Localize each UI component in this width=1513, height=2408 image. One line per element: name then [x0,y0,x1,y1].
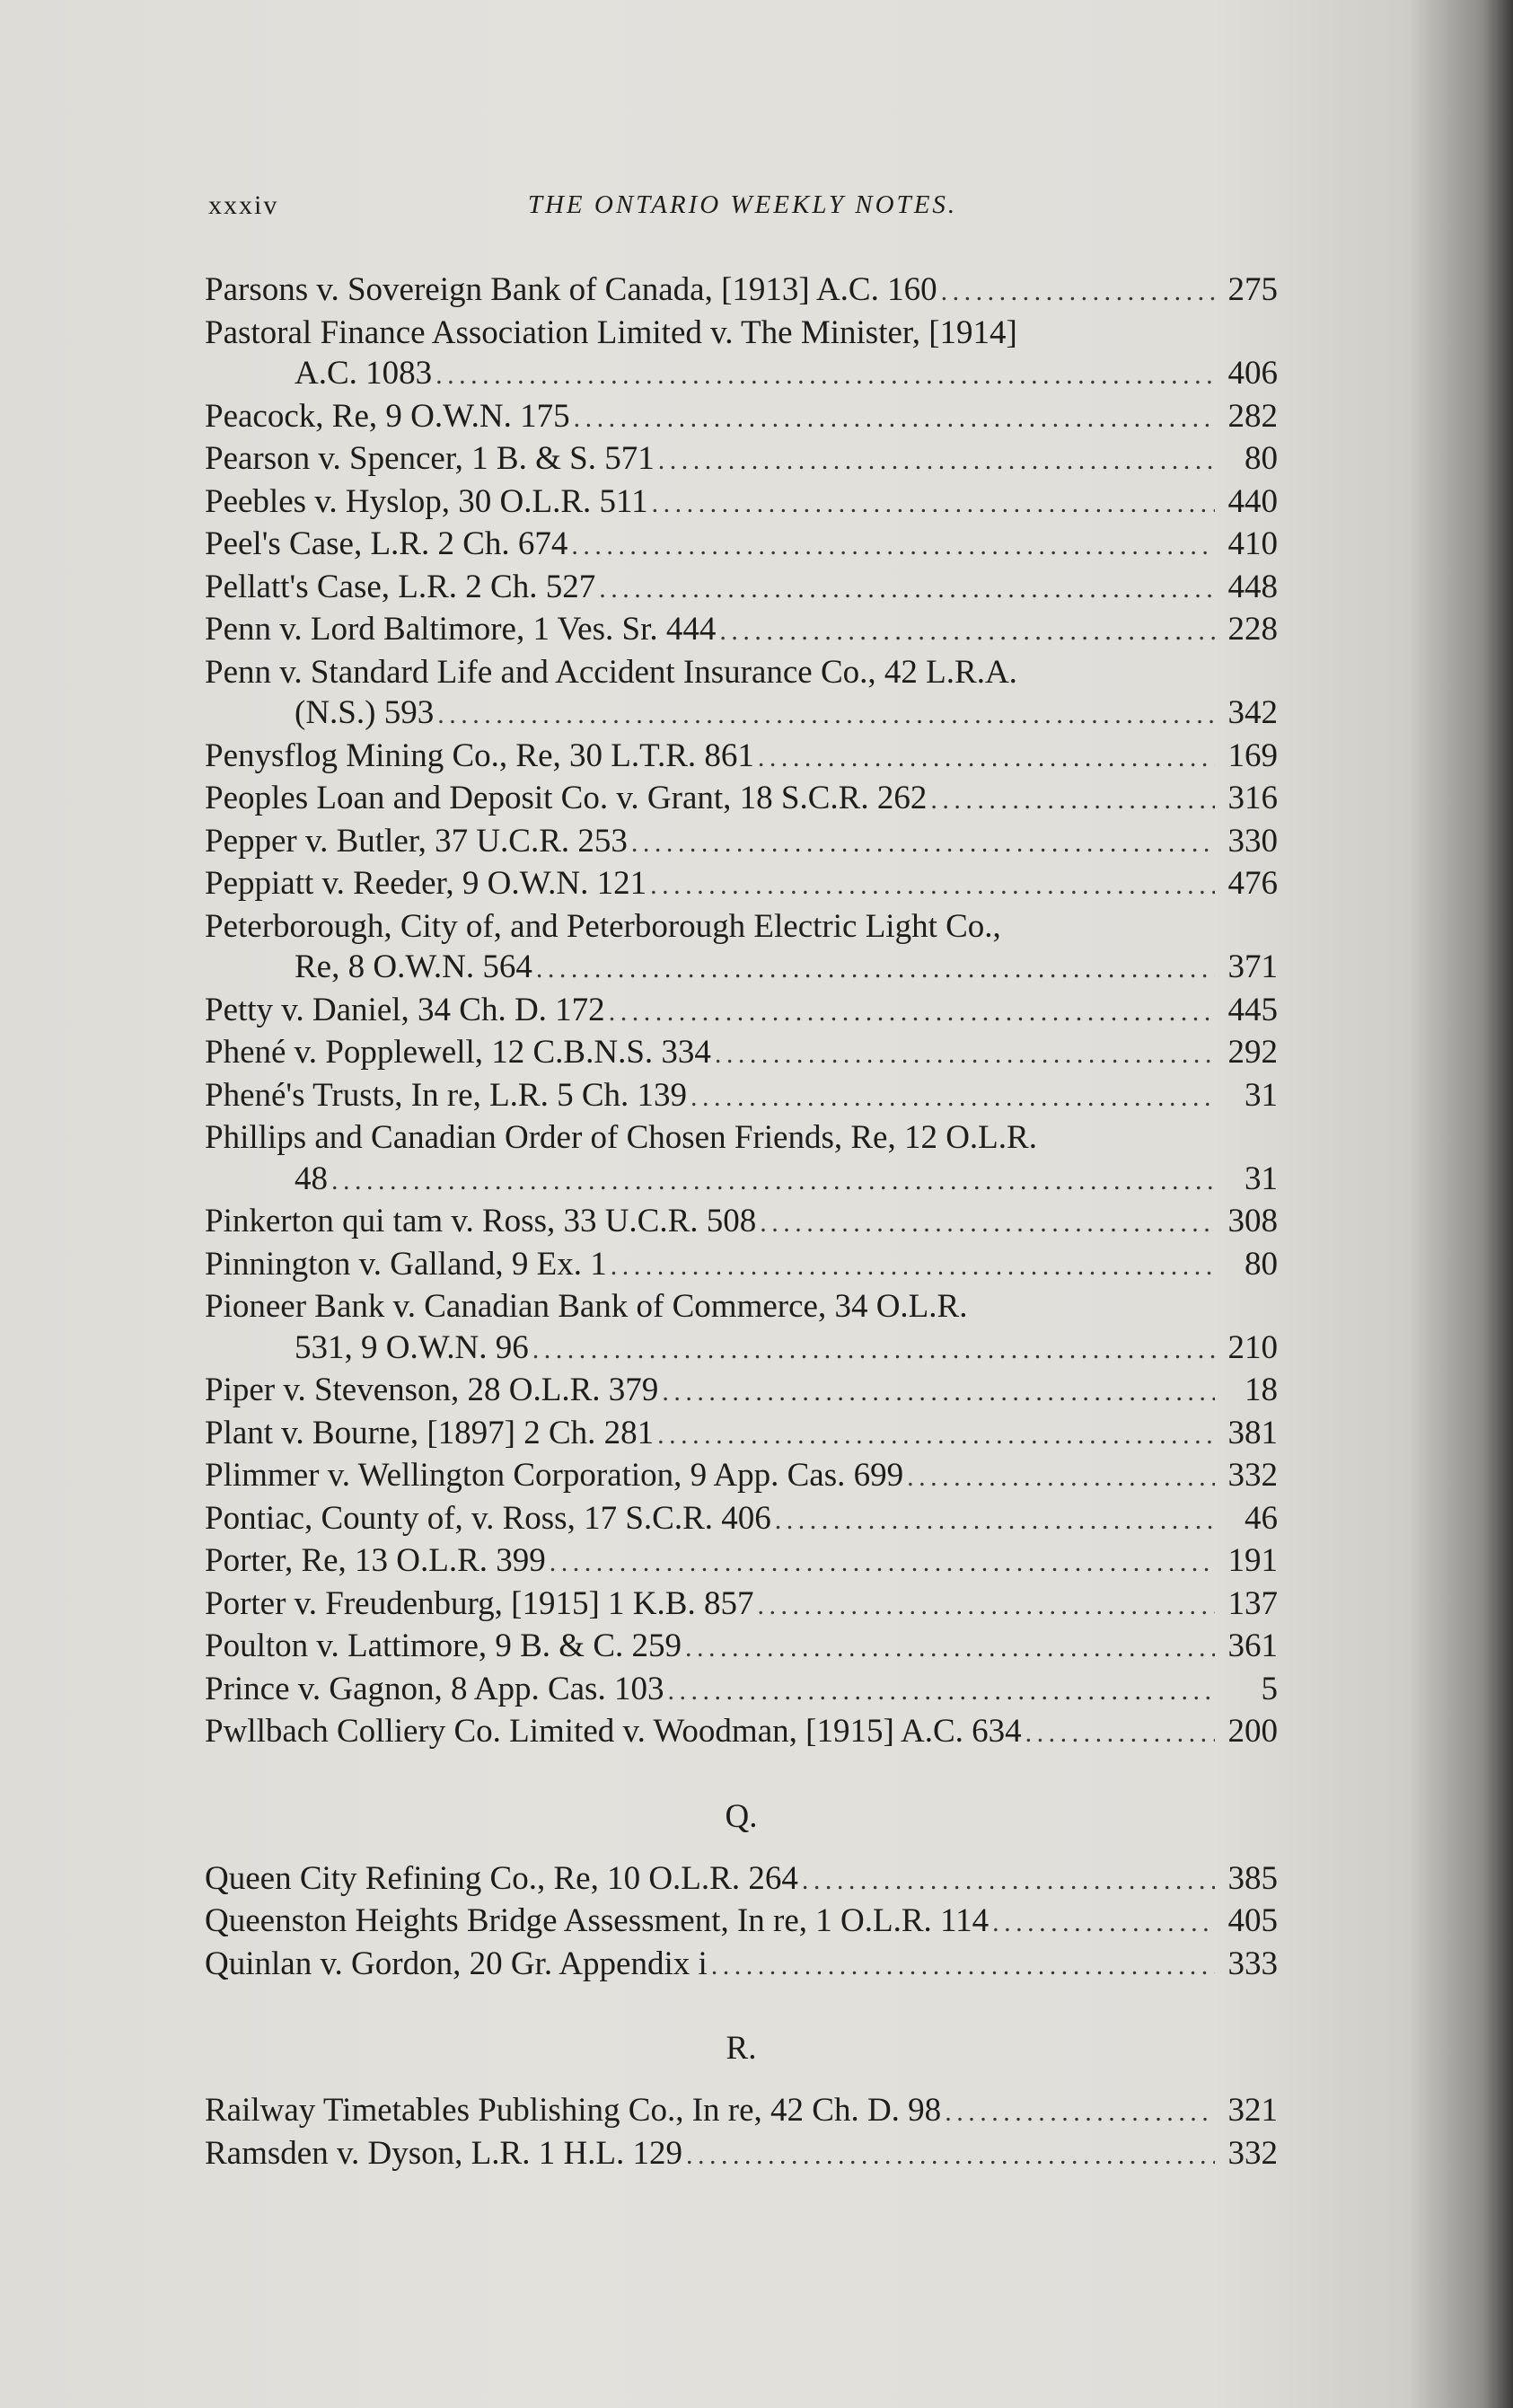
index-entry [205,1455,1278,1498]
entry-line [205,1858,1278,1901]
case-citation: 531, 9 O.W.N. 96 [295,1328,529,1366]
entry-line [205,863,1278,906]
index-entry [205,609,1278,652]
dot-leader [652,483,1215,525]
index-entry [205,1201,1278,1244]
page-number: 31 [1245,1160,1278,1197]
case-citation: Petty v. Daniel, 34 Ch. D. 172 [205,991,605,1028]
dot-leader [611,1246,1215,1287]
entry-line [205,1583,1278,1627]
index-entry [205,1711,1278,1754]
entry-line [205,1711,1278,1754]
entry-line [205,652,1278,693]
dot-leader [550,1542,1215,1583]
dot-leader [992,1902,1215,1944]
page-number: 361 [1227,1627,1278,1664]
index-entry [205,2133,1278,2176]
case-citation: Porter, Re, 13 O.L.R. 399 [205,1542,546,1579]
entry-line [205,1201,1278,1244]
page-number: 210 [1227,1328,1278,1366]
dot-leader [599,569,1215,610]
index-entry [205,481,1278,525]
dot-leader [1025,1713,1215,1754]
index-entry [205,438,1278,481]
page-number: 275 [1227,271,1278,308]
entry-line [205,1327,1278,1371]
page-number: 200 [1227,1713,1278,1750]
entry-line [205,1540,1278,1583]
entry-line [205,778,1278,821]
entry-line [205,1286,1278,1327]
entry-line [205,481,1278,525]
dot-leader [650,865,1215,906]
index-entry [205,1286,1278,1370]
case-citation: Penn v. Standard Life and Accident Insurance Co., 42 L.R.A. [205,653,1017,691]
index-entry [205,1498,1278,1541]
index-entry [205,1117,1278,1201]
table-of-cases [205,269,1278,2175]
page-number: 476 [1227,865,1278,902]
case-citation: Peacock, Re, 9 O.W.N. 175 [205,397,570,435]
dot-leader [685,1627,1215,1669]
index-entry [205,821,1278,864]
dot-leader [657,1415,1215,1456]
page-number: 448 [1227,568,1278,605]
page-number: 330 [1227,822,1278,860]
dot-leader [802,1860,1215,1901]
case-citation: Peoples Loan and Deposit Co. v. Grant, 18 S.C.R. 262 [205,780,928,816]
case-citation: Pinnington v. Galland, 9 Ex. 1 [205,1245,607,1283]
entry-line [205,2133,1278,2176]
page-number: 228 [1227,611,1278,648]
dot-leader [775,1500,1215,1541]
page-number: 406 [1227,355,1278,392]
entry-line [205,990,1278,1033]
case-citation: Parsons v. Sovereign Bank of Canada, [1913] A.C. 160 [205,271,937,308]
case-citation: Pepper v. Butler, 37 U.C.R. 253 [205,822,628,860]
dot-leader [686,2135,1215,2176]
page-number: 405 [1227,1902,1278,1939]
section-heading: Q. [725,1797,758,1835]
case-citation: Quinlan v. Gordon, 20 Gr. Appendix i [205,1945,708,1982]
case-citation: A.C. 1083 [295,355,433,392]
dot-leader [609,992,1215,1033]
case-citation: Pastoral Finance Association Limited v. The Minister, [1914] [205,313,1017,351]
entry-line [205,1032,1278,1075]
dot-leader [930,780,1215,821]
index-entry [205,1583,1278,1627]
page-number: 445 [1227,991,1278,1028]
case-citation: Piper v. Stevenson, 28 O.L.R. 379 [205,1372,659,1408]
entry-line [205,1117,1278,1159]
case-citation: Plimmer v. Wellington Corporation, 9 App. Cas. 699 [205,1457,904,1494]
case-citation: Phené v. Popplewell, 12 C.B.N.S. 334 [205,1034,711,1071]
dot-leader [536,948,1215,990]
entry-line [205,269,1278,313]
entry-line [205,692,1278,736]
index-entry [205,1032,1278,1075]
page-number: 371 [1227,948,1278,985]
page-number: 385 [1227,1859,1278,1897]
case-citation: Pellatt's Case, L.R. 2 Ch. 527 [205,568,596,605]
dot-leader [532,1329,1215,1371]
dot-leader [758,737,1215,779]
page-number: 137 [1227,1584,1278,1622]
dot-leader [631,823,1215,864]
index-entry [205,1370,1278,1413]
page-number: 5 [1261,1670,1278,1707]
index-entry [205,1944,1278,1987]
entry-line [205,1626,1278,1669]
index-entry [205,1540,1278,1583]
case-citation: Queen City Refining Co., Re, 10 O.L.R. 264 [205,1859,798,1897]
entry-line [205,906,1278,948]
entry-line [205,1370,1278,1413]
case-citation: Prince v. Gagnon, 8 App. Cas. 103 [205,1670,664,1707]
dot-leader [941,271,1215,313]
case-citation: 48 [295,1160,328,1197]
index-entry [205,1858,1278,1901]
case-citation: Pontiac, County of, v. Ross, 17 S.C.R. 406 [205,1499,771,1537]
case-citation: Pinkerton qui tam v. Ross, 33 U.C.R. 508 [205,1203,757,1239]
entry-line [205,567,1278,610]
page-number: 381 [1227,1414,1278,1451]
entry-line [205,821,1278,864]
entry-line [205,353,1278,396]
case-citation: Pwllbach Colliery Co. Limited v. Woodman, [1915] A.C. 634 [205,1713,1022,1750]
dot-leader [691,1077,1215,1118]
entry-line [205,1159,1278,1202]
entry-line [205,1455,1278,1498]
index-entry [205,524,1278,567]
case-citation: Phillips and Canadian Order of Chosen Friends, Re, 12 O.L.R. [205,1119,1037,1156]
case-citation: Peel's Case, L.R. 2 Ch. 674 [205,525,568,562]
entry-line [205,1901,1278,1944]
page-number: 191 [1227,1542,1278,1579]
dot-leader [667,1671,1215,1712]
section-heading: R. [726,2030,757,2067]
page-number: 332 [1227,2134,1278,2172]
page-number: 46 [1245,1499,1278,1537]
case-citation: Ramsden v. Dyson, L.R. 1 H.L. 129 [205,2134,683,2172]
entry-line [205,736,1278,779]
index-entry [205,1244,1278,1287]
page-number: 31 [1245,1076,1278,1114]
dot-leader [331,1160,1215,1202]
page-folio: xxxiv [208,190,279,220]
case-citation: Queenston Heights Bridge Assessment, In re, 1 O.L.R. 114 [205,1902,990,1939]
page-number: 308 [1227,1203,1278,1239]
case-citation: Railway Timetables Publishing Co., In re, 42 Ch. D. 98 [205,2092,942,2129]
index-entry [205,652,1278,736]
entry-line [205,524,1278,567]
page-number: 332 [1227,1457,1278,1494]
index-entry [205,2090,1278,2133]
case-citation: Peebles v. Hyslop, 30 O.L.R. 511 [205,482,648,520]
case-citation: Peterborough, City of, and Peterborough Electric Light Co., [205,907,1001,945]
entry-line [205,1075,1278,1118]
dot-leader [760,1203,1215,1244]
dot-leader [571,525,1215,567]
index-entry [205,1413,1278,1456]
index-entry [205,1669,1278,1712]
running-header [208,190,1277,226]
page-number: 321 [1227,2092,1278,2129]
case-citation: Pearson v. Spencer, 1 B. & S. 571 [205,440,655,477]
running-title: THE ONTARIO WEEKLY NOTES. [527,190,958,219]
entry-line [205,947,1278,990]
dot-leader [711,1945,1215,1987]
page-number: 80 [1245,440,1278,477]
case-citation: Penysflog Mining Co., Re, 30 L.T.R. 861 [205,737,754,774]
index-entry [205,778,1278,821]
dot-leader [435,355,1215,396]
page-number: 410 [1227,525,1278,562]
case-citation: Peppiatt v. Reeder, 9 O.W.N. 121 [205,865,647,902]
entry-line [205,438,1278,481]
page-number: 292 [1227,1034,1278,1071]
page-number: 440 [1227,482,1278,520]
index-entry [205,1901,1278,1944]
dot-leader [715,1034,1215,1075]
page-number: 282 [1227,397,1278,435]
entry-line [205,1244,1278,1287]
index-entry [205,906,1278,990]
case-citation: Plant v. Bourne, [1897] 2 Ch. 281 [205,1414,655,1451]
entry-line [205,396,1278,439]
index-entry [205,269,1278,313]
index-entry [205,863,1278,906]
index-entry [205,736,1278,779]
dot-leader [757,1585,1215,1627]
entry-line [205,609,1278,652]
entry-line [205,1944,1278,1987]
entry-line [205,2090,1278,2133]
dot-leader [907,1457,1215,1498]
index-entry [205,396,1278,439]
page-number: 169 [1227,737,1278,774]
case-citation: Phené's Trusts, In re, L.R. 5 Ch. 139 [205,1076,688,1114]
entry-line [205,1669,1278,1712]
case-citation: Pioneer Bank v. Canadian Bank of Commerce, 34 O.L.R. [205,1288,968,1325]
case-citation: Re, 8 O.W.N. 564 [295,948,532,985]
case-citation: Penn v. Lord Baltimore, 1 Ves. Sr. 444 [205,611,717,648]
page-number: 342 [1227,694,1278,731]
index-entry [205,1075,1278,1118]
entry-line [205,1498,1278,1541]
entry-line [205,313,1278,354]
case-citation: Porter v. Freudenburg, [1915] 1 K.B. 857 [205,1584,754,1622]
dot-leader [437,694,1215,736]
dot-leader [658,440,1215,481]
case-citation: (N.S.) 593 [295,694,435,731]
dot-leader [574,398,1215,439]
index-entry [205,1626,1278,1669]
index-entry [205,567,1278,610]
index-entry [205,990,1278,1033]
case-citation: Poulton v. Lattimore, 9 B. & C. 259 [205,1627,682,1664]
dot-leader [945,2092,1215,2133]
dot-leader [719,611,1215,652]
page-number: 80 [1245,1245,1278,1283]
page-number: 333 [1227,1945,1278,1982]
index-entry [205,313,1278,396]
page-number: 316 [1227,780,1278,816]
entry-line [205,1413,1278,1456]
dot-leader [662,1372,1215,1413]
page-number: 18 [1245,1372,1278,1408]
